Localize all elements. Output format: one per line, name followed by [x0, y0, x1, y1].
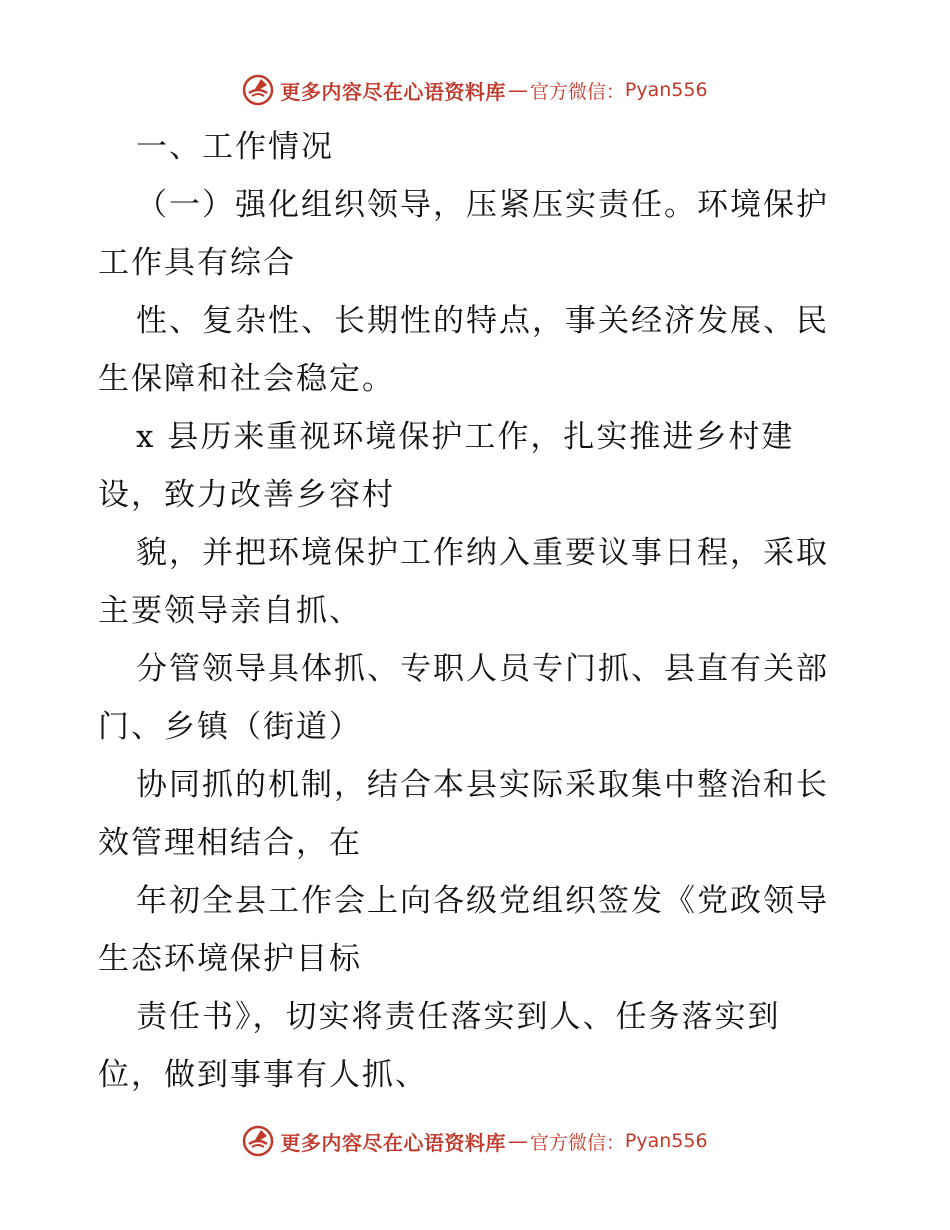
text-line: 效管理相结合，在: [98, 825, 362, 861]
text-line: 年初全县工作会上向各级党组织签发《党政领导: [136, 883, 829, 919]
text-line: 貌，并把环境保护工作纳入重要议事日程，采取: [136, 535, 829, 571]
footer-wechat-id: Pyan556: [624, 1130, 708, 1152]
text-line: 生保障和社会稳定。: [98, 361, 395, 397]
text-line: 分管领导具体抓、专职人员专门抓、县直有关部: [136, 651, 829, 687]
text-line: 协同抓的机制，结合本县实际采取集中整治和长: [136, 767, 829, 803]
footer-wechat-label: 官方微信：: [529, 1131, 625, 1154]
text-line: 工作具有综合: [98, 245, 296, 281]
text-line: 性、复杂性、长期性的特点，事关经济发展、民: [136, 303, 829, 339]
text-line: 主要领导亲自抓、: [98, 593, 362, 629]
header-watermark: [0, 68, 950, 112]
book-pen-logo-icon: [242, 1125, 274, 1157]
text-line: 生态环境保护目标: [98, 941, 362, 977]
text-line: （一）强化组织领导，压紧压实责任。环境保护: [136, 187, 829, 223]
footer-watermark: [0, 1119, 950, 1163]
book-pen-logo-icon: [242, 74, 274, 106]
footer-separator: —: [507, 1129, 528, 1153]
footer-slogan: 更多内容尽在心语资料库: [280, 1130, 506, 1155]
header-wechat-id: Pyan556: [624, 79, 708, 101]
header-separator: —: [507, 78, 528, 102]
text-line: x 县历来重视环境保护工作，扎实推进乡村建: [136, 419, 795, 455]
header-wechat-label: 官方微信：: [529, 80, 625, 103]
header-slogan: 更多内容尽在心语资料库: [280, 79, 506, 104]
text-line: 位，做到事事有人抓、: [98, 1057, 428, 1093]
document-body: [98, 118, 858, 1104]
section-heading: 一、工作情况: [136, 129, 334, 165]
text-line: 门、乡镇（街道）: [98, 709, 362, 745]
text-line: 设，致力改善乡容村: [98, 477, 395, 513]
text-line: 责任书》，切实将责任落实到人、任务落实到: [136, 999, 781, 1035]
